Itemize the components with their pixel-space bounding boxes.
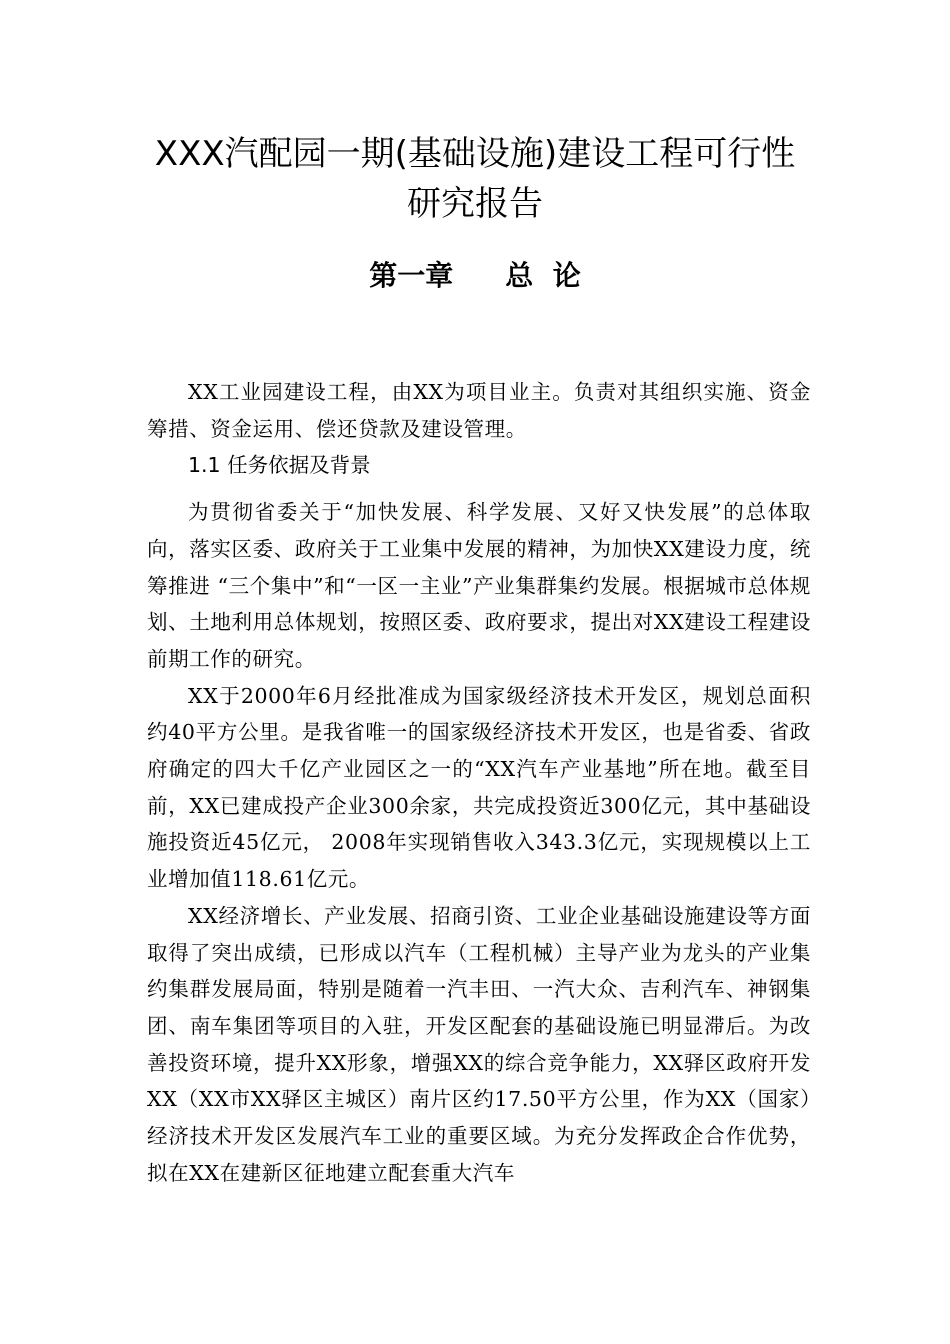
chapter-name: 总 论 [505, 259, 581, 292]
chapter-label: 第一章 [369, 259, 454, 292]
section-heading: 1.1 任务依据及背景 [188, 453, 371, 478]
document-title-line-2: 研究报告 [407, 184, 543, 224]
section-paragraph-3: XX经济增长、产业发展、招商引资、工业企业基础设施建设等方面取得了突出成绩，已形成以汽车（工程机械）主导产业为龙头的产业集约集群发展局面，特别是随着一汽丰田、一汽大众、吉利汽车、神钢集团、南车集团等项目的入驻，开发区配套的基础设施已明显滞后。为改善投资环境，提升XX形象，增强XX的综合竞争能力，XX驿区政府开发XX（XX市XX驿区主城区）南片区约17.50平方公里，作为XX（国家）经济技术开发区发展汽车工业的重要区域。为充分发挥政企合作优势，拟在XX在建新区征地建立配套重大汽车 [147, 903, 811, 1185]
section-paragraph-1: 为贯彻省委关于“加快发展、科学发展、又好又快发展”的总体取向，落实区委、政府关于工业集中发展的精神，为加快XX建设力度，统筹推进 “三个集中”和“一区一主业”产业集群集约发展。根据城市总体规划、土地利用总体规划，按照区委、政府要求，提出对XX建设工程建设前期工作的研究。 [147, 500, 811, 671]
chapter-heading [100, 252, 850, 300]
intro-paragraph: XX工业园建设工程，由XX为项目业主。负责对其组织实施、资金筹措、资金运用、偿还贷款及建设管理。 [147, 380, 811, 441]
document-body [147, 374, 811, 1191]
document-title-line-1: XXX汽配园一期(基础设施)建设工程可行性 [154, 134, 796, 174]
section-paragraph-2: XX于2000年6月经批准成为国家级经济技术开发区，规划总面积约40平方公里。是我省唯一的国家级经济技术开发区，也是省委、省政府确定的四大千亿产业园区之一的“XX汽车产业基地”所在地。截至目前，XX已建成投产企业300余家，共完成投资近300亿元，其中基础设施投资近45亿元， 2008年实现销售收入343.3亿元，实现规模以上工业增加值118.61亿元。 [147, 683, 811, 892]
